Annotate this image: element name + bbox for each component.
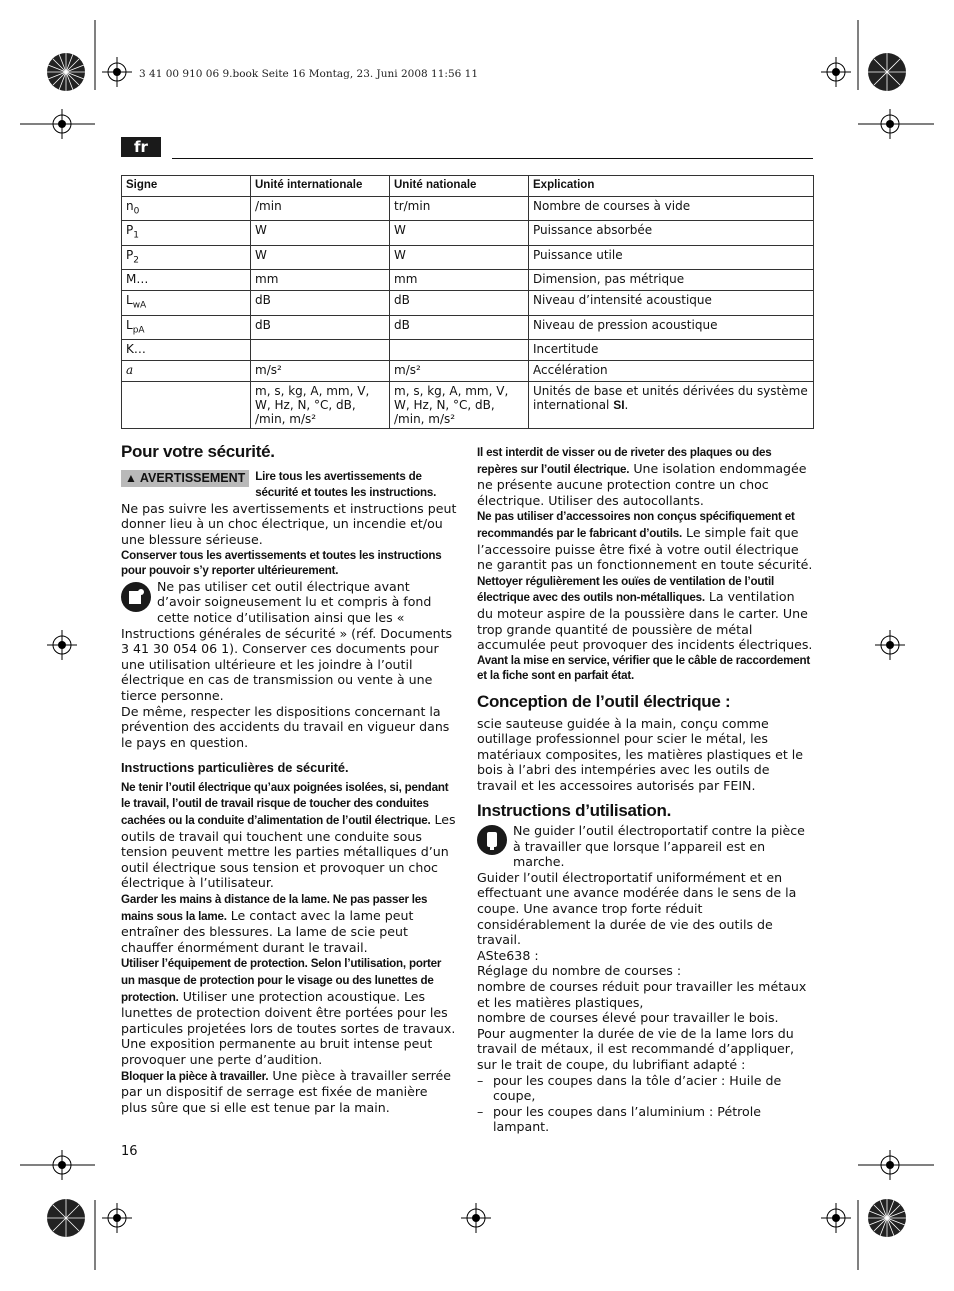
lubricant-text: Pour augmenter la durée de vie de la lame lors du travail de métaux, il est recommandé d’appliquer, sur le trait de coupe, du lubrifiant adapté : [477, 1025, 794, 1072]
table-row [122, 339, 814, 360]
safety-paragraph [121, 779, 457, 891]
cell-symbol: K… [122, 339, 251, 360]
cell-national-unit: tr/min [390, 197, 529, 221]
safety-text: Le simple fait que l’accessoire puisse être fixé à votre outil électrique ne garantit pas un fonctionnement en toute sécurité. [477, 524, 813, 573]
cell-symbol: $n_0$ [122, 197, 251, 221]
safety-paragraph [477, 508, 813, 572]
left-column [121, 444, 457, 1115]
safety-text: Utiliser une protection acoustique. Les lunettes de protection doivent être portées pour les particules projetées lors de toutes sortes de travaux. Une exposition permanente au bruit intense peut provoquer une perte d’audition. [121, 988, 456, 1067]
safety-paragraph [121, 1068, 457, 1116]
read-manual-icon [121, 582, 151, 612]
safety-text: Les outils de travail qui touchent une conduite sous tension peuvent mettre les parties métalliques d’un outil électrique sous tension et provoquer un choc électrique à l’utilisateur. [121, 812, 456, 891]
safety-paragraph [477, 573, 813, 653]
page-number: 16 [121, 1144, 138, 1159]
cell-explanation: Puissance absorbée [529, 221, 814, 245]
cell-intl-unit: /min [251, 197, 390, 221]
usage-text: Guider l’outil électroportatif uniformément et en effectuant une avance modérée dans le sens de la coupe. Une avance trop forte réduit considérablement la durée de vie des outils de travail. [477, 869, 797, 948]
cell-explanation: Dimension, pas métrique [529, 270, 814, 291]
special-safety-title: Instructions particulières de sécurité. [121, 760, 349, 776]
cell-national-unit: dB [390, 315, 529, 339]
cell-national-unit: m/s² [390, 360, 529, 381]
cell-symbol [122, 381, 251, 428]
regulations-text: De même, respecter les dispositions concernant la prévention des accidents du travail en vigueur dans le pays en question. [121, 703, 450, 750]
safety-paragraph [477, 444, 813, 508]
warning-triangle-icon: ▲ [125, 470, 137, 485]
cell-national-unit: mm [390, 270, 529, 291]
cell-symbol: $P_1$ [122, 221, 251, 245]
warning-bold: Lire tous les avertissements de sécurité et toutes les instructions. [255, 469, 437, 500]
cell-intl-unit: W [251, 221, 390, 245]
cell-national-unit [390, 339, 529, 360]
cell-intl-unit: m/s² [251, 360, 390, 381]
cell-explanation: Niveau de pression acoustique [529, 315, 814, 339]
cell-intl-unit: dB [251, 291, 390, 315]
table-body [122, 197, 814, 429]
cell-symbol: $P_2$ [122, 245, 251, 269]
cell-symbol: $L_{wA}$ [122, 291, 251, 315]
safety-text: Le contact avec la lame peut entraîner des blessures. La lame de scie peut chauffer énormément durant le travail. [121, 907, 414, 955]
list-item-text: pour les coupes dans l’aluminium : Pétrole lampant. [493, 1103, 761, 1135]
cell-national-unit: m, s, kg, A, mm, V, W, Hz, N, °C, dB, /min, m/s² [390, 381, 529, 428]
table-row [122, 221, 814, 245]
safety-text: La ventilation du moteur aspire de la poussière dans le carter. Une trop grande quantité de poussière de métal accumulée peut provoquer des incidents électriques. [477, 589, 813, 653]
list-item: – pour les coupes dans l’aluminium : Pétrole lampant. [477, 1104, 813, 1135]
section-title-safety: Pour votre sécurité. [121, 442, 275, 461]
warning-badge [121, 470, 249, 488]
table-header-row [122, 176, 814, 197]
safety-paragraph [121, 955, 457, 1067]
table-header: Unité nationale [390, 176, 529, 197]
table-row [122, 270, 814, 291]
table-header: Explication [529, 176, 814, 197]
list-item-text: pour les coupes dans la tôle d’acier : Huile de coupe, [493, 1072, 782, 1104]
warning-text: Ne pas suivre les avertissements et instructions peut donner lieu à un choc électrique, un incendie et/ou une blessure sérieuse. [121, 500, 457, 547]
table-row [122, 381, 814, 428]
hand-tool-icon [477, 825, 507, 855]
safety-bold: Bloquer la pièce à travailler. [121, 1069, 269, 1083]
safety-bold: Utiliser l’équipement de protection. Selon l’utilisation, porter un masque de protection pour le visage ou des lunettes de protection. [121, 957, 442, 1004]
cell-explanation: Nombre de courses à vide [529, 197, 814, 221]
table-row [122, 197, 814, 221]
table-row [122, 360, 814, 381]
safety-text: Une isolation endommagée ne présente aucune protection contre un choc électrique. Utiliser des autocollants. [477, 460, 807, 508]
cell-intl-unit: mm [251, 270, 390, 291]
cell-national-unit: dB [390, 291, 529, 315]
cell-explanation: Niveau d’intensité acoustique [529, 291, 814, 315]
cell-symbol: $L_{pA}$ [122, 315, 251, 339]
cell-explanation: Unités de base et unités dérivées du système international SI. [529, 381, 814, 428]
print-slug: 3 41 00 910 06 9.book Seite 16 Montag, 23. Juni 2008 11:56 11 [139, 68, 479, 80]
cell-intl-unit [251, 339, 390, 360]
table-row [122, 291, 814, 315]
cell-national-unit: W [390, 221, 529, 245]
check-cable-text: Avant la mise en service, vérifier que le câble de raccordement et la fiche sont en parfait état. [477, 653, 811, 683]
safety-bold: Ne tenir l’outil électrique qu’aux poignées isolées, si, pendant le travail, l’outil de travail risque de toucher des conduites cachées ou la conduite d’alimentation de l’outil électrique. [121, 780, 449, 828]
keep-instructions: Conserver tous les avertissements et toutes les instructions pour pouvoir s’y reporter ultérieurement. [121, 548, 442, 578]
cell-explanation: Puissance utile [529, 245, 814, 269]
cell-intl-unit: dB [251, 315, 390, 339]
units-table [121, 175, 814, 429]
design-text: scie sauteuse guidée à la main, conçu comme outillage professionnel pour scier le métal, les matériaux composites, les matières plastiques et le bois à l’abri des intempéries avec les outils de travail et les accessoires autorisés par FEIN. [477, 715, 804, 793]
language-badge: fr [121, 137, 161, 157]
safety-bold: Nettoyer régulièrement les ouïes de ventilation de l’outil électrique avec des outils non-métalliques. [477, 574, 774, 605]
stroke-low: nombre de courses réduit pour travailler les métaux et les matières plastiques, [477, 979, 807, 1010]
section-title-design: Conception de l’outil électrique : [477, 691, 731, 711]
cell-explanation: Incertitude [529, 339, 814, 360]
safety-text: Une pièce à travailler serrée par un dispositif de serrage est fixée de manière plus sûre que si elle est tenue par la main. [121, 1067, 452, 1115]
cell-explanation: Accélération [529, 360, 814, 381]
stroke-title: Réglage du nombre de courses : [477, 963, 682, 979]
right-column [477, 444, 813, 1135]
cell-symbol: M… [122, 270, 251, 291]
header-rule [172, 158, 813, 159]
section-title-usage: Instructions d’utilisation. [477, 801, 672, 821]
read-manual-text: Ne pas utiliser cet outil électrique avant d’avoir soigneusement lu et compris à fond cette notice d’utilisation ainsi que les « Instructions générales de sécurité » (réf. Documents 3 41 30 054 06 1). Conserver ces documents pour une utilisation ultérieure et les joindre à l’outil électrique en cas de transmission ou vente à une tierce personne. [121, 578, 453, 703]
stroke-high: nombre de courses élevé pour travailler le bois. [477, 1010, 779, 1026]
safety-bold: Ne pas utiliser d’accessoires non conçus spécifiquement et recommandés par le fabricant d’outils. [477, 510, 795, 540]
model-label: ASte638 : [477, 947, 539, 963]
safety-bold: Il est interdit de visser ou de riveter des plaques ou des repères sur l’outil électrique. [477, 446, 772, 476]
usage-icon-text: Ne guider l’outil électroportatif contre la pièce à travailler que lorsque l’appareil est en marche. [513, 823, 805, 870]
safety-paragraph [121, 891, 457, 955]
table-row [122, 245, 814, 269]
cell-national-unit: W [390, 245, 529, 269]
cell-intl-unit: m, s, kg, A, mm, V, W, Hz, N, °C, dB, /min, m/s² [251, 381, 390, 428]
table-row [122, 315, 814, 339]
list-item: – pour les coupes dans la tôle d’acier : Huile de coupe, [477, 1073, 813, 1104]
table-header: Unité internationale [251, 176, 390, 197]
cell-intl-unit: W [251, 245, 390, 269]
safety-bold: Garder les mains à distance de la lame. Ne pas passer les mains sous la lame. [121, 893, 428, 923]
cell-symbol: a [122, 360, 251, 381]
table-header: Signe [122, 176, 251, 197]
warning-label: AVERTISSEMENT [139, 470, 246, 485]
